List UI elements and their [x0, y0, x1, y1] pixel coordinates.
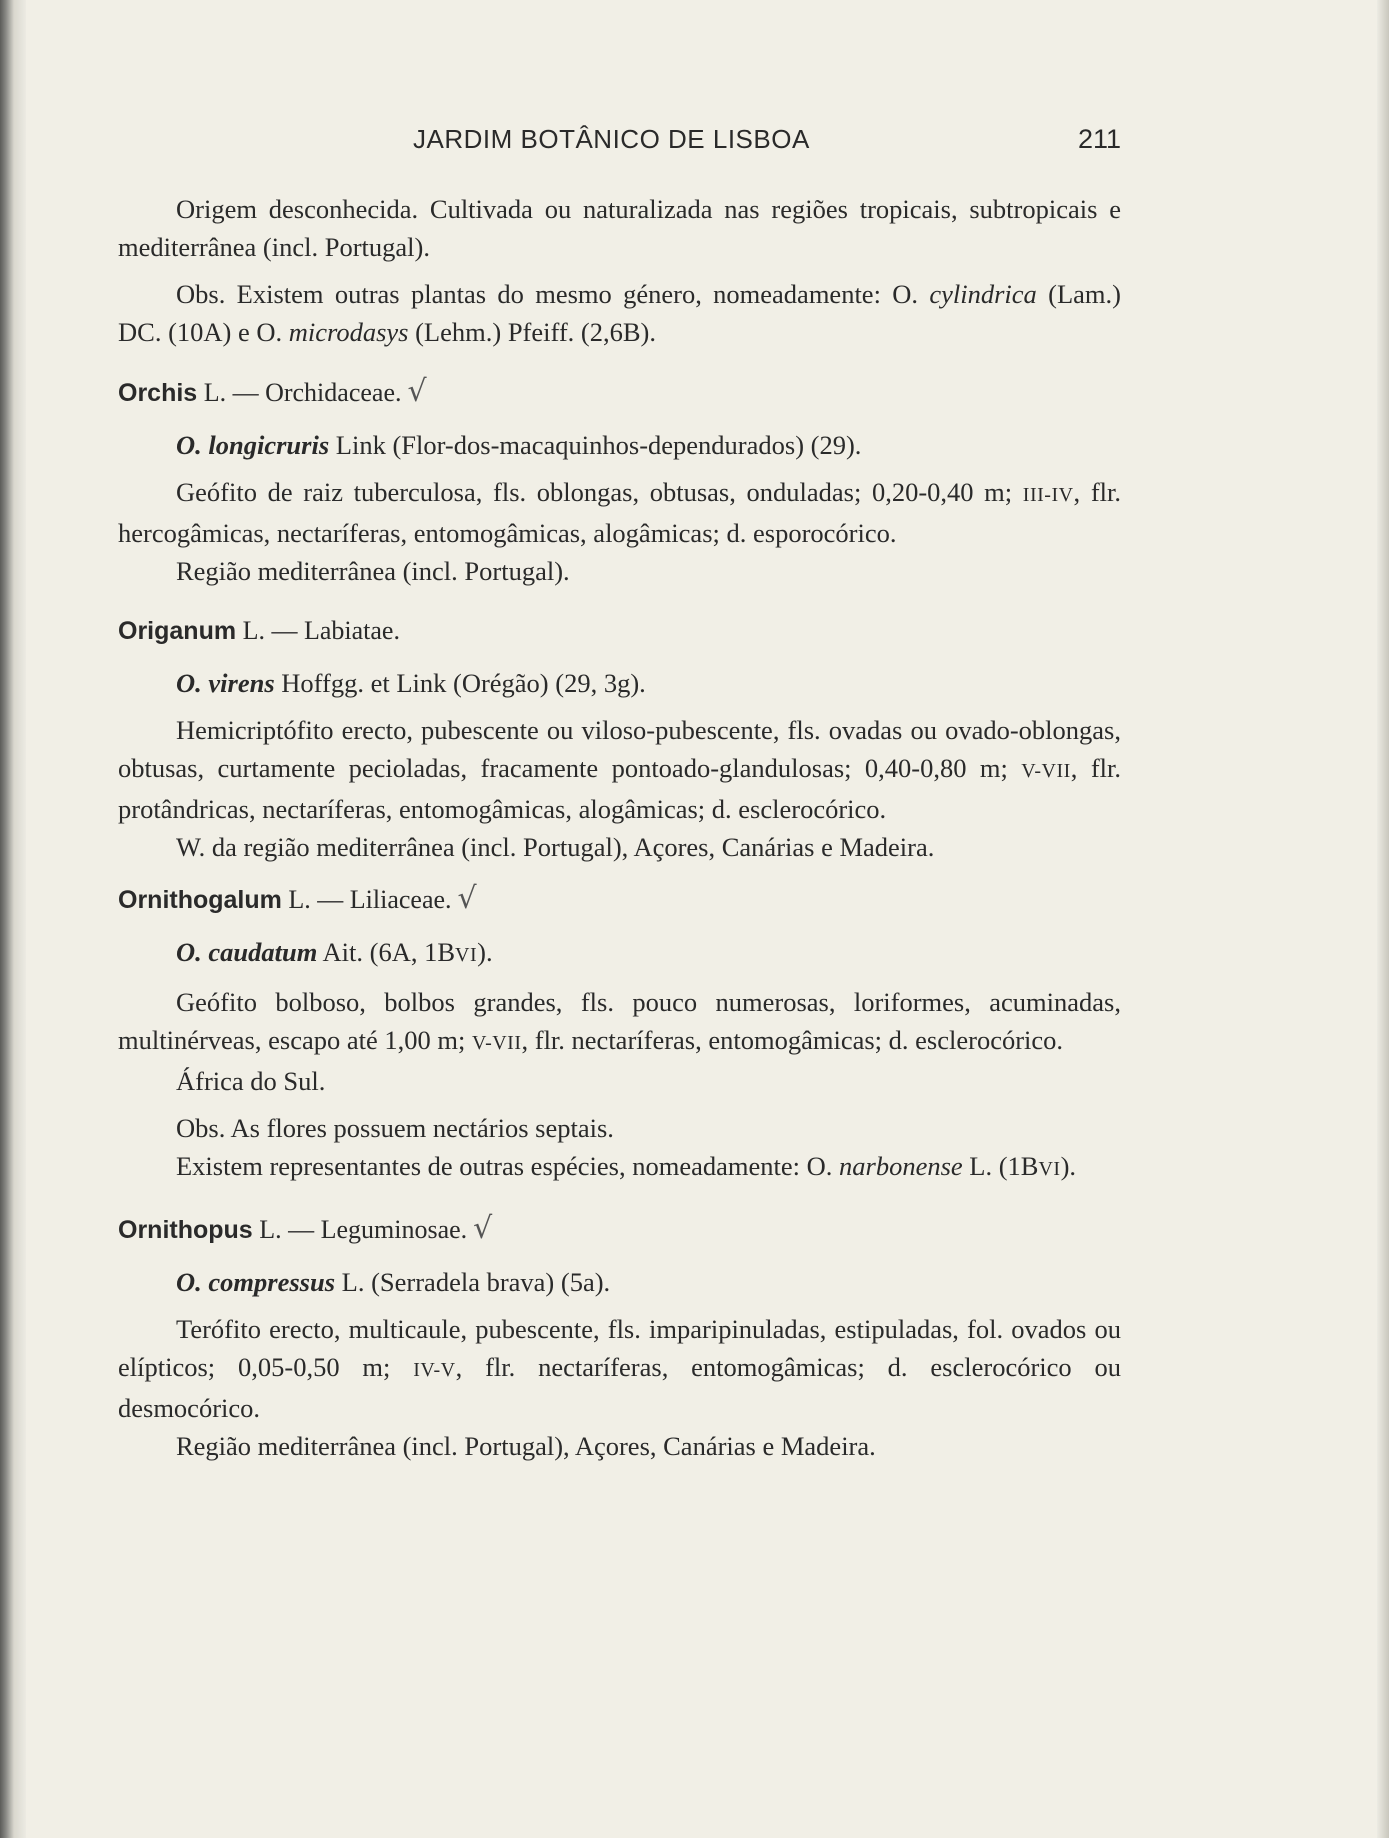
description-text: Geófito bolboso, bolbos grandes, fls. pouco numerosas, loriformes, acuminadas, multinérveas, escapo até 1,00 m; [118, 987, 1121, 1055]
species-name: O. longicruris [176, 430, 330, 460]
obs-text: Obs. Existem outras plantas do mesmo género, nomeadamente: O. [176, 279, 930, 309]
species-name: O. virens [176, 668, 275, 698]
description-ornithopus [118, 1310, 1121, 1427]
description-text: , flr. nectaríferas, entomogâmicas; d. esclerocórico. [521, 1025, 1064, 1055]
description-origanum [118, 711, 1121, 828]
region-orchis: Região mediterrânea (incl. Portugal). [176, 556, 570, 586]
running-head: JARDIM BOTÂNICO DE LISBOA [413, 124, 810, 154]
genus-heading-ornithogalum [118, 880, 1121, 919]
species-line-origanum [118, 664, 1121, 702]
obs-text: (Lam.) DC. (10A) e O. [118, 279, 1121, 347]
reference-code: VI [1038, 1158, 1061, 1180]
page-binding-edge [0, 0, 26, 1838]
page-body [118, 190, 1121, 1465]
origin-paragraph: Origem desconhecida. Cultivada ou naturalizada nas regiões tropicais, subtropicais e mediterrânea (incl. Portugal). [118, 194, 1121, 262]
description-text: Geófito de raiz tuberculosa, fls. oblongas, obtusas, onduladas; 0,20-0,40 m; [176, 477, 1023, 507]
genus-heading-orchis [118, 373, 1121, 412]
description-orchis [118, 473, 1121, 552]
species-line-ornithogalum [118, 933, 1121, 974]
checkmark-icon: √ [457, 881, 477, 916]
page-right-edge [1377, 0, 1389, 1838]
page-number: 211 [1077, 124, 1121, 154]
description-ornithogalum [118, 983, 1121, 1062]
other-species-ornithogalum [118, 1147, 1121, 1188]
obs-text: Existem representantes de outras espécies, nomeadamente: O. [176, 1151, 839, 1181]
species-line-orchis [118, 426, 1121, 464]
flowering-months: IV-V [413, 1359, 456, 1381]
description-text: , flr. protândricas, nectaríferas, entomogâmicas, alogâmicas; d. esclerocórico. [118, 753, 1121, 824]
species-line-ornithopus [118, 1263, 1121, 1301]
genus-name: Origanum [118, 617, 237, 645]
family-name: L. — Orchidaceae. [197, 378, 402, 407]
flowering-months: III-IV [1022, 484, 1074, 506]
description-text: Hemicriptófito erecto, pubescente ou viloso-pubescente, fls. ovadas ou ovado-oblongas, obtusas, curtamente pecioladas, fracamente pontoado-glandulosas; 0,40-0,80 m; [118, 715, 1121, 783]
genus-name: Orchis [118, 379, 198, 407]
obs-ornithogalum: Obs. As flores possuem nectários septais. [176, 1113, 614, 1143]
description-text: Terófito erecto, multicaule, pubescente, fls. imparipinuladas, estipuladas, fol. ovados ou elípticos; 0,05-0,50 m; [118, 1314, 1121, 1382]
species-name: cylindrica [929, 279, 1037, 309]
region-ornithogalum: África do Sul. [176, 1066, 326, 1096]
genus-heading-ornithopus [118, 1210, 1121, 1249]
genus-heading-origanum [118, 612, 1121, 650]
obs-text: (Lehm.) Pfeiff. (2,6B). [408, 317, 657, 347]
species-name: microdasys [288, 317, 409, 347]
flowering-months: V-VII [1021, 760, 1071, 782]
family-name: L. — Liliaceae. [281, 885, 452, 914]
species-authority: L. (Serradela brava) (5a). [335, 1267, 611, 1297]
page-header [118, 124, 1121, 158]
obs-text: ). [1060, 1151, 1077, 1181]
species-name: narbonense [839, 1151, 963, 1181]
flowering-months: V-VII [471, 1032, 522, 1054]
species-authority: Link (Flor-dos-macaquinhos-dependurados) (29). [329, 430, 862, 460]
description-text: , flr. nectaríferas, entomogâmicas; d. esclerocórico ou desmocórico. [118, 1352, 1122, 1423]
checkmark-icon: √ [473, 1211, 493, 1246]
region-origanum: W. da região mediterrânea (incl. Portugal), Açores, Canárias e Madeira. [176, 832, 935, 862]
obs-text: L. (1B [962, 1151, 1039, 1181]
genus-name: Ornithogalum [118, 886, 282, 914]
species-authority: Ait. (6A, 1B [317, 937, 456, 967]
species-name: O. caudatum [176, 937, 318, 967]
species-name: O. compressus [176, 1267, 336, 1297]
description-text: , flr. hercogâmicas, nectaríferas, entomogâmicas, alogâmicas; d. esporocórico. [118, 477, 1121, 548]
region-ornithopus: Região mediterrânea (incl. Portugal), Açores, Canárias e Madeira. [176, 1431, 876, 1461]
reference-code: VI [455, 944, 478, 966]
obs-paragraph [118, 275, 1121, 351]
species-authority: Hoffgg. et Link (Orégão) (29, 3g). [274, 668, 646, 698]
checkmark-icon: √ [407, 374, 427, 409]
family-name: L. — Leguminosae. [252, 1215, 468, 1244]
species-authority: ). [477, 937, 493, 967]
family-name: L. — Labiatae. [236, 616, 400, 645]
genus-name: Ornithopus [118, 1216, 253, 1244]
